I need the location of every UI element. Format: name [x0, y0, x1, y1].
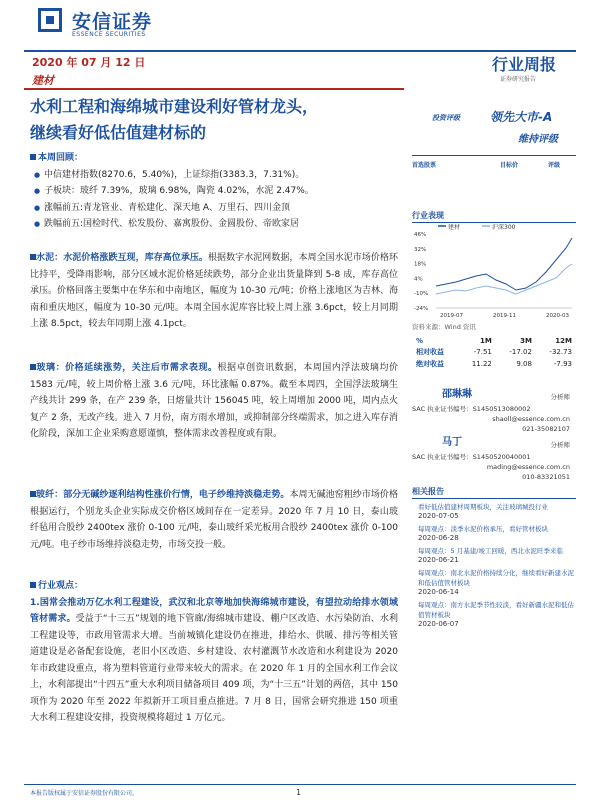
page-number: 1 — [296, 788, 302, 797]
related-list — [418, 502, 576, 632]
view-text: 受益于“十三五”规划的地下管廊/海绵城市建设、棚户区改造、水污染防治、水利工程建设等，市政用管需求大增。当前城镇化建设仍在推进，排给水、供暖、排污等相关管道建设是必备配套设施，老旧小区改造、乡村建设、农村灌溉节水改造和水利建设为 2020 年市政建设重点，将为塑料管道行业带来较大的需求。在 2020 年 1 月的全国水利工作会议上，水利部提出“十四五”重大水利项目储备项目 409 项，为“十三五”计划的两倍，其中 150 项作为 2020 年至 2022 年拟新开工项目重点推进。7 月 8 日，国常会研究推进 150 项重大水利工程建设安排，投资规模将超过 1 万亿元。 — [30, 614, 398, 723]
y-tick-label: 46% — [414, 232, 427, 238]
review-item: ● 子板块：玻纤 7.39%，玻璃 6.98%，陶瓷 4.02%，水泥 2.47%。 — [44, 183, 398, 200]
fiber-text: 本周无碱池窑粗纱市场价格根据运行，个别龙头企业实际成交价格区域间存在一定差异。2020 年 7 月 10 日，泰山玻纤毡用合股纱 2400tex 涨价 0-100 元/吨，泰山玻纤采光板用合股纱 2400tex 涨价 0-100 元/吨。电子纱市场维持淡稳走势，市场交投一般。 — [30, 490, 398, 550]
cell-1m: -7.51 — [473, 348, 492, 356]
list-item[interactable] — [418, 524, 576, 542]
footer-divider — [24, 784, 576, 785]
view-section — [30, 578, 398, 727]
square-bullet-icon — [30, 582, 36, 588]
series-line-1 — [436, 238, 572, 290]
analyst-card — [412, 390, 576, 434]
analyst-email[interactable]: shaoll@essence.com.cn — [492, 415, 570, 423]
brand-logo-icon — [38, 8, 62, 32]
cement-text: 根据数字水泥网数据，本周全国水泥市场价格环比持平，受降雨影响，部分区域水泥价格延续跌势，部分企业出货量降到 5-8 成，库存高位承压。价格回落主要集中在华东和中南地区，幅度为 10-30 元/吨；价格上涨地区为吉林、海南和重庆地区，幅度为 10-30 元/吨。本周全国水泥库容比较上周上涨 3.6pct，较上月同期上涨 8.5pct，较去年同期上涨 4.1pct。 — [30, 253, 398, 329]
analyst-cert: SAC 执业证书编号：S1450513080002 — [412, 405, 531, 413]
report-category: 建材 — [32, 74, 54, 87]
list-item[interactable] — [418, 502, 576, 520]
category-divider — [24, 88, 404, 90]
related-heading: 相关报告 — [412, 487, 444, 496]
related-date: 2020-06-21 — [418, 556, 459, 564]
table-row — [412, 358, 576, 370]
rating-divider — [412, 155, 576, 156]
perf-col-12m: 12M — [555, 337, 572, 345]
report-type: 行业周报 — [492, 55, 557, 74]
analyst-tel: 021-35082107 — [522, 425, 570, 433]
view-heading: 行业观点： — [30, 578, 398, 595]
perf-table — [412, 336, 576, 370]
perf-chart — [412, 224, 576, 320]
list-item[interactable] — [418, 546, 576, 564]
view-lead: 1.国常会推动万亿水利工程建设，武汉和北京等地加快海绵城市建设，有望拉动给排水领域管材需求。 — [30, 597, 398, 624]
review-item: ● 中信建材指数(8270.6，5.40%)，上证综指(3383.3，7.31%)。 — [44, 167, 398, 184]
cell-3m: 9.08 — [516, 360, 532, 368]
rating-label: 投资评级 — [432, 114, 460, 122]
x-ticks — [436, 308, 572, 319]
related-title: 每周观点：淡季水泥价格承压，看好管材板块 — [418, 525, 548, 533]
perf-col-1m: 1M — [480, 337, 492, 345]
analyst-card — [412, 438, 576, 482]
analyst-email[interactable]: mading@essence.com.cn — [486, 463, 570, 471]
square-bullet-icon — [30, 154, 36, 160]
table-row — [412, 346, 576, 358]
y-tick-label: -24% — [414, 306, 429, 312]
perf-heading: 行业表现 — [412, 211, 444, 220]
list-item[interactable] — [418, 600, 576, 628]
related-title: 每周观点：南方水泥季节性较淡，看好新疆水泥和低估值管材板块 — [418, 601, 574, 619]
y-ticks — [414, 232, 428, 312]
related-title: 每周观点：5 月基建/竣工回暖，西北水泥旺季来临 — [418, 547, 563, 555]
x-tick-label: 2019-11 — [493, 313, 516, 319]
analyst-role: 分析师 — [550, 441, 570, 449]
analyst-cert: SAC 执业证书编号：S1450520040001 — [412, 453, 531, 461]
cement-lead: 水泥：水泥价格涨跌互现，库存高位承压。 — [36, 253, 208, 263]
report-subtype: 证券研究报告 — [500, 76, 537, 83]
related-date: 2020-06-14 — [418, 588, 459, 596]
perf-divider — [412, 222, 576, 223]
related-divider — [412, 498, 576, 499]
report-date: 2020 年 07 月 12 日 — [32, 56, 146, 69]
stock-header-pick: 首选股票 — [412, 162, 437, 169]
title-line-1: 水利工程和海绵城市建设利好管材龙头， — [30, 97, 319, 116]
row-label: 绝对收益 — [416, 360, 444, 368]
cement-section — [30, 250, 398, 333]
brand-name: 安信证券 — [72, 11, 153, 33]
review-list — [30, 167, 398, 233]
perf-col-3m: 3M — [520, 337, 532, 345]
cell-12m: -32.73 — [549, 348, 572, 356]
analyst-name: 邵琳琳 — [442, 389, 472, 400]
x-tick-label: 2020-03 — [546, 313, 569, 319]
y-tick-label: -10% — [414, 291, 429, 298]
fiber-section — [30, 487, 398, 553]
title-line-2: 继续看好低估值建材标的 — [30, 123, 207, 142]
glass-lead: 玻璃：价格延续涨势，关注后市需求表现。 — [36, 363, 218, 373]
glass-text: 根据卓创资讯数据，本周国内浮法玻璃均价 1583 元/吨，较上周价格上涨 3.6 元/吨，环比涨幅 0.87%。截至本周四，全国浮法玻璃生产线共计 299 条，在产 239 条，日熔量共计 156045 吨，较上周增加 2000 吨，周内点火复产 2 条，无改产线。进入 7 月份，南方雨水增加，或抑制部分终端需求，加之进入库存消化阶段，深加工企业采购意愿谨慎，整体需求改善程度或有限。 — [30, 363, 398, 439]
stock-header-rating: 评级 — [548, 162, 561, 169]
review-item: ● 跌幅前五:国检时代、松发股份、嘉寓股份、金圆股份、帝欧家居 — [44, 216, 398, 233]
related-date: 2020-06-28 — [418, 534, 459, 542]
series-line-2 — [436, 264, 572, 294]
brand-name-en: ESSENCE SECURITIES — [72, 31, 146, 38]
cell-12m: -7.93 — [553, 360, 572, 368]
list-item[interactable] — [418, 568, 576, 596]
y-tick-label: 32% — [414, 246, 427, 253]
analyst-role: 分析师 — [550, 393, 570, 401]
review-heading: 本周回顾： — [30, 150, 398, 167]
analyst-name: 马丁 — [442, 437, 462, 448]
y-tick-label: 18% — [414, 261, 427, 268]
y-tick-label: 4% — [414, 276, 423, 283]
rating-value: 领先大市-A — [490, 110, 553, 124]
analyst-tel: 010-83321051 — [522, 473, 570, 481]
x-tick-label: 2019-07 — [440, 313, 463, 319]
perf-col-label: % — [416, 337, 424, 345]
perf-source: 资料来源：Wind 资讯 — [412, 323, 476, 331]
report-title — [30, 94, 410, 146]
cell-3m: -17.02 — [509, 348, 532, 356]
related-title: 每周观点：南北水泥价格持续分化，继续看好新建水泥和低估值管材板块 — [418, 569, 574, 587]
stock-header-target: 目标价 — [500, 162, 519, 169]
related-title: 看好低估值建材周期板块，关注玻璃城投行业 — [418, 503, 548, 511]
cell-1m: 11.22 — [471, 360, 492, 368]
footer-copyright: 本报告版权属于安信证券股份有限公司， — [30, 790, 139, 797]
related-date: 2020-06-07 — [418, 620, 459, 628]
fiber-lead: 玻纤：部分无碱纱逐利结构性涨价行情，电子纱维持淡稳走势。 — [36, 490, 290, 500]
rating-action: 维持评级 — [518, 134, 558, 145]
legend-series-2: 沪深300 — [492, 224, 516, 231]
perf-table-header — [412, 336, 576, 346]
glass-section — [30, 360, 398, 443]
legend-series-1: 建材 — [448, 224, 461, 231]
review-section — [30, 150, 398, 233]
review-item: ● 涨幅前五:青龙管业、青松建化、深天地 A、万里石、四川金顶 — [44, 200, 398, 217]
row-label: 相对收益 — [416, 348, 444, 356]
related-date: 2020-07-05 — [418, 512, 459, 520]
